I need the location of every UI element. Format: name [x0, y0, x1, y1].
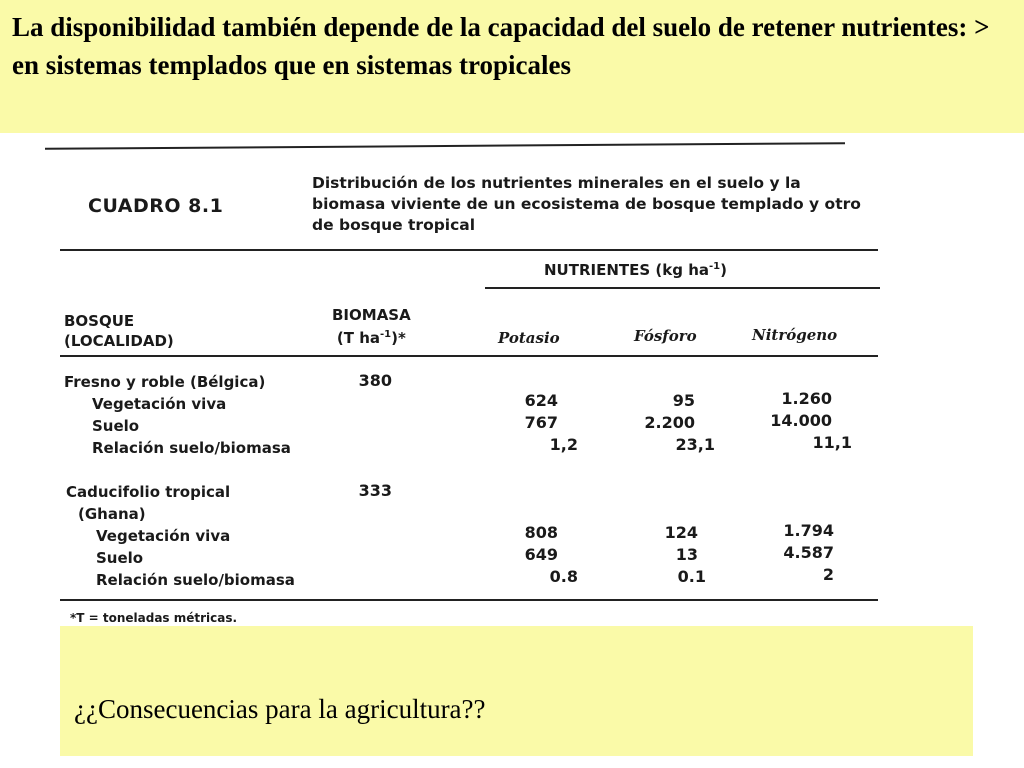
forest2-row-label: Relación suelo/biomasa [96, 571, 295, 589]
col-biomasa: BIOMASA (T $ha^{-1})*$ [332, 306, 411, 347]
forest1-name: Fresno y roble (Bélgica) [64, 373, 266, 391]
footnote: *T = toneladas métricas. [70, 611, 238, 625]
table-bottom-rule [60, 599, 878, 601]
forest2-location: (Ghana) [78, 505, 146, 523]
forest2-row-k: 808 [524, 523, 558, 542]
forest2-row-n: 4.587 [783, 543, 834, 562]
table-caption: Distribución de los nutrientes minerales en el suelo y la biomasa viviente de un ecosistema de bosque templado y otro de bosque tropical [312, 174, 861, 234]
forest2-row-p: 0.1 [677, 567, 706, 586]
forest1-row-p: 2.200 [644, 413, 695, 432]
forest1-row-p: 95 [672, 391, 695, 410]
forest1-row-label: Suelo [92, 417, 140, 435]
col-nitrogeno: Nitrógeno [752, 326, 838, 344]
forest2-row-label: Vegetación viva [96, 527, 231, 545]
question-box [60, 626, 973, 756]
nutrients-header: NUTRIENTES (kg $ha^{-1}$) [544, 261, 727, 279]
forest2-row-n: 2 [822, 565, 834, 584]
forest2-name: Caducifolio tropical [66, 483, 231, 501]
scanned-table [40, 133, 900, 628]
forest2-row-k: 649 [524, 545, 558, 564]
forest2-row-p: 124 [664, 523, 698, 542]
forest1-row-n: 1.260 [781, 389, 832, 408]
header-rule-top [60, 249, 878, 251]
forest1-row-label: Relación suelo/biomasa [92, 439, 291, 457]
table-label: CUADRO 8.1 [88, 195, 224, 217]
forest2-row-p: 13 [675, 545, 698, 564]
forest2-row-label: Suelo [96, 549, 144, 567]
forest1-row-k: 624 [524, 391, 558, 410]
header-rule-bottom [60, 355, 878, 357]
question-text: ¿¿Consecuencias para la agricultura?? [74, 694, 486, 724]
forest2-biomasa: 333 [358, 481, 392, 500]
nutrients-rule [485, 287, 880, 289]
forest1-biomasa: 380 [358, 371, 392, 390]
forest1-row-p: 23,1 [675, 435, 715, 454]
forest1-row-n: 11,1 [812, 433, 852, 452]
forest1-row-k: 1,2 [549, 435, 578, 454]
forest1-row-k: 767 [524, 413, 558, 432]
forest1-row-label: Vegetación viva [92, 395, 227, 413]
top-rule [45, 142, 845, 150]
col-potasio: Potasio [498, 329, 560, 347]
slide-title: La disponibilidad también depende de la capacidad del suelo de retener nutrientes: > en sistemas templados que en sistemas tropicales [12, 12, 990, 80]
forest2-row-k: 0.8 [549, 567, 578, 586]
forest2-row-n: 1.794 [783, 521, 834, 540]
col-fosforo: Fósforo [634, 327, 697, 345]
slide-title-box [0, 0, 1024, 133]
forest1-row-n: 14.000 [770, 411, 832, 430]
col-bosque: BOSQUE (LOCALIDAD) [64, 312, 174, 350]
